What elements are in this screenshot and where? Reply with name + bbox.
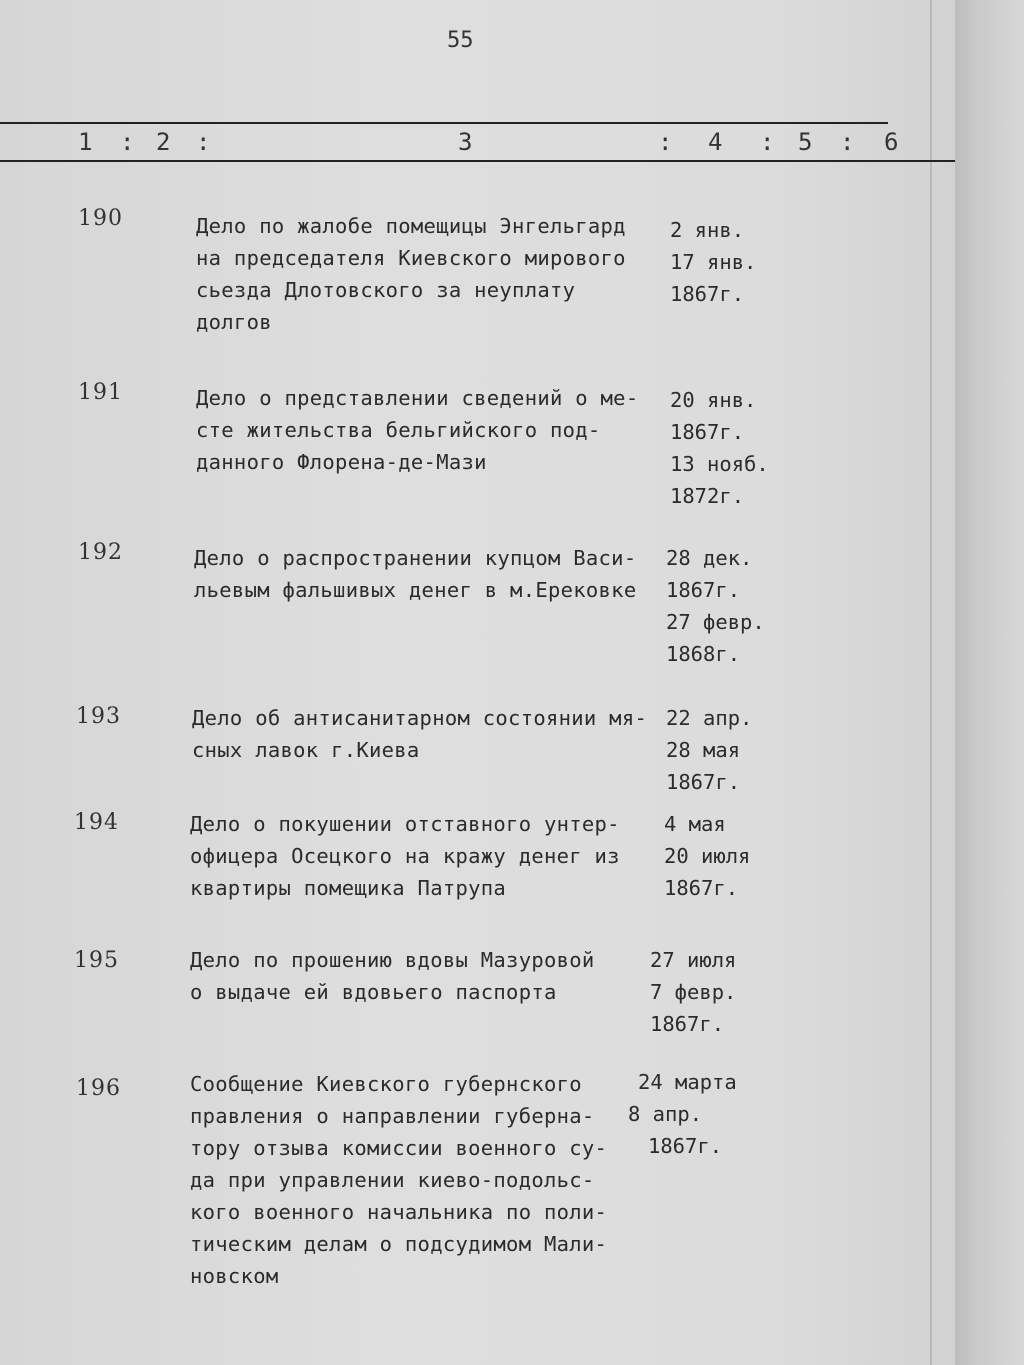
entry-dates: 20 янв. 1867г. 13 нояб. 1872г. <box>670 388 769 508</box>
entry-description: Сообщение Киевского губернского правления о направлении губерна- тору отзыва комиссии военного су- да при управлении киево-подольс- кого военного начальника по поли- тическим делам о подсудимом Мали- новском <box>190 1072 608 1288</box>
entry-dates: 22 апр. 28 мая 1867г. <box>666 706 753 794</box>
entry-dates: 24 марта 8 апр. 1867г. <box>628 1070 737 1158</box>
entry-description: Дело о покушении отставного унтер- офицера Осецкого на кражу денег из квартиры помещика Патрупа <box>190 812 620 900</box>
entry-number: 190 <box>78 206 123 231</box>
header-rule-top <box>0 122 888 124</box>
entry-number: 191 <box>78 380 123 405</box>
entry-dates: 28 дек. 1867г. 27 февр. 1868г. <box>666 546 765 666</box>
entry-number: 193 <box>76 704 121 729</box>
entry-description: Дело об антисанитарном состоянии мя- сных лавок г.Киева <box>192 706 648 762</box>
entry-number: 195 <box>74 948 119 973</box>
column-header-6: 6 <box>884 128 899 156</box>
entry-description: Дело о представлении сведений о ме- сте жительства бельгийского под- данного Флорена-де-Мази <box>196 386 639 474</box>
entry-number: 192 <box>78 540 123 565</box>
page-number: 55 <box>447 28 474 53</box>
entry-description: Дело по жалобе помещицы Энгельгард на председателя Киевского мирового сьезда Длотовского за неуплату долгов <box>196 214 626 334</box>
column-header-3: 3 <box>458 128 473 156</box>
page-edge-background <box>955 0 1024 1365</box>
column-separator: : <box>760 128 775 156</box>
entry-dates: 2 янв. 17 янв. 1867г. <box>670 218 757 306</box>
column-header-5: 5 <box>798 128 813 156</box>
header-rule-bottom <box>0 160 955 162</box>
column-separator: : <box>840 128 855 156</box>
entry-number: 194 <box>74 810 119 835</box>
entry-dates: 27 июля 7 февр. 1867г. <box>650 948 737 1036</box>
entry-number: 196 <box>76 1076 121 1101</box>
column-header-1: 1 <box>78 128 93 156</box>
page-fold <box>930 0 932 1365</box>
column-separator: : <box>196 128 211 156</box>
column-separator: : <box>658 128 673 156</box>
column-separator: : <box>120 128 135 156</box>
entry-description: Дело о распространении купцом Васи- льевым фальшивых денег в м.Ерековке <box>194 546 637 602</box>
column-header-2: 2 <box>156 128 171 156</box>
entry-description: Дело по прошению вдовы Мазуровой о выдаче ей вдовьего паспорта <box>190 948 595 1004</box>
column-header-4: 4 <box>708 128 723 156</box>
entry-dates: 4 мая 20 июля 1867г. <box>664 812 751 900</box>
